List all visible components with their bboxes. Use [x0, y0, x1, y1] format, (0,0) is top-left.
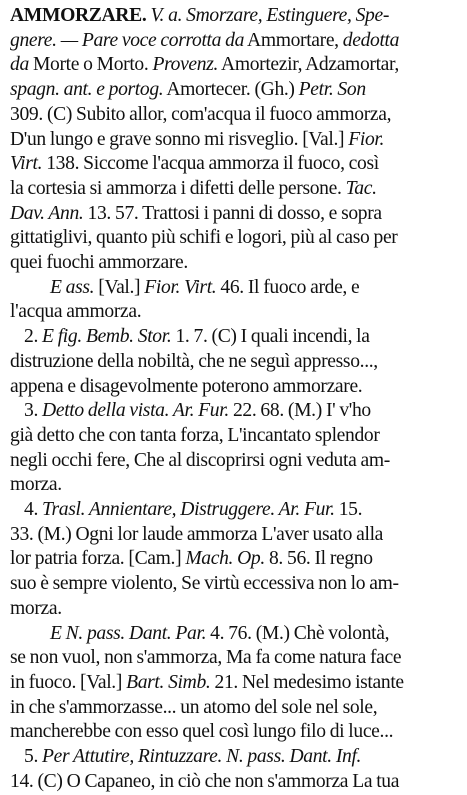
text-line — [10, 276, 457, 301]
text-line — [10, 202, 457, 227]
text-line — [10, 473, 457, 498]
text-line — [10, 177, 457, 202]
text-run: 4. 76. (M.) Chè volontà, — [206, 622, 390, 644]
italic-text: Fior. Virt. — [144, 276, 217, 298]
text-run: 3. — [24, 400, 43, 422]
italic-text: Fior. — [348, 128, 385, 150]
text-run: 2. — [24, 326, 43, 348]
text-run: D'un lungo e grave sonno mi risveglio. [Val.] — [10, 128, 349, 150]
text-run: [Val.] — [94, 276, 145, 298]
text-run: gittatiglivi, quanto più schifi e logori, più al caso per — [10, 227, 398, 249]
italic-text: V. a. Smorzare, Estinguere, Spe- — [150, 5, 390, 26]
text-run: 13. 57. Trattosi i panni di dosso, e sopra — [83, 202, 382, 224]
text-line — [10, 547, 457, 572]
text-line — [10, 128, 457, 153]
text-run: 46. Il fuoco arde, e — [216, 276, 360, 298]
text-line — [10, 696, 457, 721]
text-line — [10, 78, 457, 103]
text-run: 138. Siccome l'acqua ammorza il fuoco, così — [42, 153, 379, 175]
text-run: 309. (C) Subito allor, com'acqua il fuoco ammorza, — [10, 103, 392, 125]
italic-text: Petr. Son — [298, 79, 366, 101]
text-line — [10, 325, 457, 350]
italic-text: E ass. — [50, 276, 95, 298]
text-line — [10, 498, 457, 523]
text-run: 22. 68. (M.) I' v'ho — [228, 400, 371, 422]
text-run: 33. (M.) Ogni lor laude ammorza L'aver usato alla — [10, 523, 384, 545]
text-run: 14. (C) O Capaneo, in ciò che non s'ammorza La tua — [10, 770, 400, 792]
text-line — [10, 350, 457, 375]
text-line — [10, 572, 457, 597]
text-line — [10, 671, 457, 696]
italic-text: Mach. Op. — [185, 548, 265, 570]
text-run: morza. — [10, 597, 62, 619]
text-line — [10, 597, 457, 622]
text-run: mancherebbe con esso quel così lungo filo di luce... — [10, 721, 394, 743]
italic-text: E N. pass. Dant. Par. — [50, 622, 207, 644]
italic-text: Per Attutire, Rintuzzare. N. pass. Dant. Inf. — [42, 746, 362, 768]
text-run: 8. 56. Il regno — [264, 548, 373, 570]
text-line — [10, 424, 457, 449]
text-run: già detto che con tanta forza, L'incantato splendor — [10, 424, 380, 446]
text-run: 4. — [24, 499, 43, 521]
text-line — [10, 152, 457, 177]
headword: AMMORZARE. — [10, 5, 147, 26]
text-run: Amortezir, Adzamortar, — [218, 54, 399, 76]
text-run: quei fuochi ammorzare. — [10, 252, 188, 274]
text-line — [10, 745, 457, 770]
text-line — [10, 375, 457, 400]
text-run: 5. — [24, 746, 43, 768]
text-run: distruzione della nobiltà, che ne seguì appresso..., — [10, 350, 378, 372]
italic-text: Dav. Ann. — [10, 202, 84, 224]
text-line — [10, 29, 457, 54]
text-line — [10, 103, 457, 128]
text-run: Ammortare, — [244, 29, 343, 51]
text-run: in fuoco. [Val.] — [10, 671, 127, 693]
text-run: 15. — [334, 499, 363, 521]
italic-text: Provenz. — [152, 54, 219, 76]
text-line — [10, 523, 457, 548]
text-run: l'acqua ammorza. — [10, 301, 142, 323]
text-line — [10, 622, 457, 647]
text-line — [10, 53, 457, 78]
text-line — [10, 399, 457, 424]
text-run: morza. — [10, 474, 62, 496]
italic-text: Bart. Simb. — [126, 671, 211, 693]
text-line — [10, 646, 457, 671]
text-line — [10, 770, 457, 795]
italic-text: Trasl. Annientare, Distruggere. Ar. Fur. — [42, 499, 335, 521]
text-run: 1. 7. (C) I quali incendi, la — [171, 326, 370, 348]
text-run: suo è sempre violento, Se virtù eccessiva non lo am- — [10, 573, 399, 595]
text-run: se non vuol, non s'ammorza, Ma fa come natura face — [10, 647, 402, 669]
text-run: la cortesia si ammorza i difetti delle persone. — [10, 177, 346, 199]
text-line — [10, 720, 457, 745]
italic-text: Detto della vista. Ar. Fur. — [42, 400, 229, 422]
text-line — [10, 449, 457, 474]
text-line — [10, 251, 457, 276]
text-run: Morte o Morto. — [28, 54, 153, 76]
italic-text: dedotta — [342, 29, 400, 51]
italic-text: spagn. ant. e portog. — [10, 79, 164, 101]
text-run: Amortecer. (Gh.) — [163, 79, 299, 101]
text-run: 21. Nel medesimo istante — [210, 671, 404, 693]
text-run: appena e disagevolmente poterono ammorzare. — [10, 375, 363, 397]
italic-text: da — [10, 54, 29, 76]
italic-text: gnere. — Pare voce corrotta da — [10, 29, 245, 51]
text-line — [10, 4, 457, 29]
entry-ammorzare — [10, 4, 457, 795]
italic-text: E fig. Bemb. Stor. — [42, 326, 172, 348]
text-run: lor patria forza. [Cam.] — [10, 548, 186, 570]
text-line — [10, 226, 457, 251]
text-run: negli occhi fere, Che al discoprirsi ogni veduta am- — [10, 449, 390, 471]
italic-text: Tac. — [345, 177, 377, 199]
italic-text: Virt. — [10, 153, 43, 175]
text-run: in che s'ammorzasse... un atomo del sole nel sole, — [10, 696, 378, 718]
text-line — [10, 300, 457, 325]
